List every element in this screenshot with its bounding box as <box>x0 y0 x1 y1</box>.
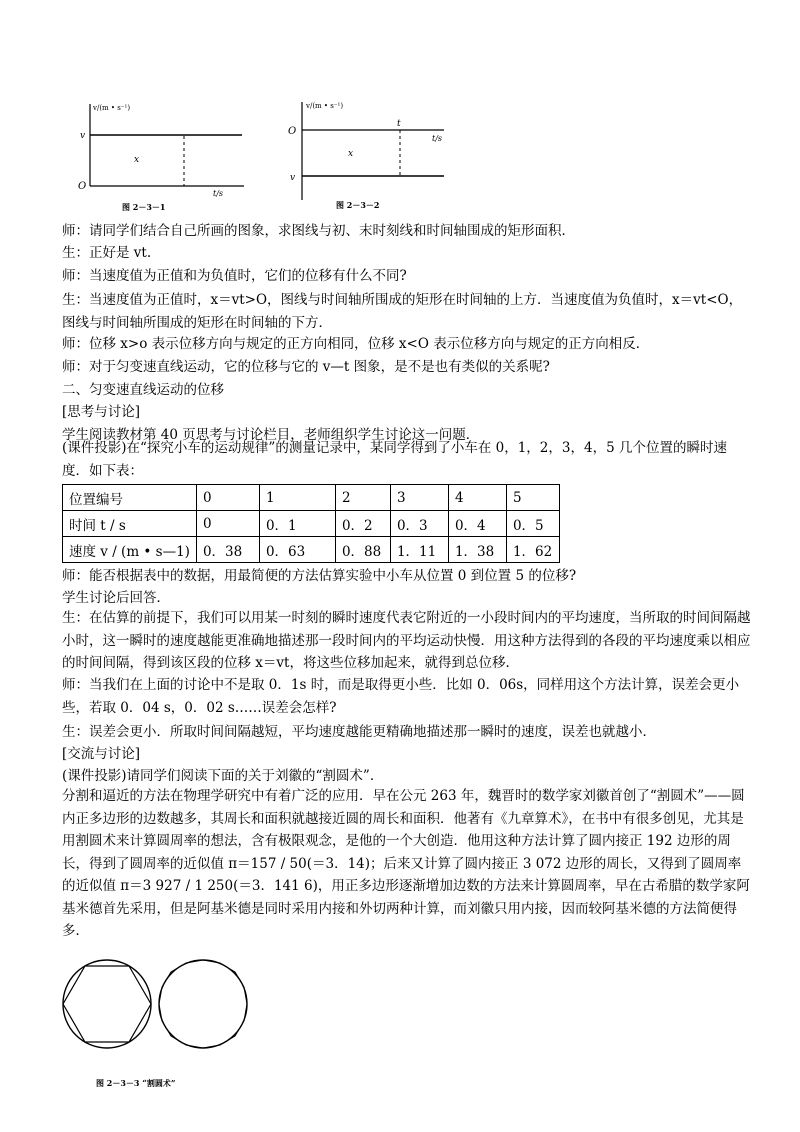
table-row <box>63 485 560 511</box>
table-cell: 1．11 <box>390 537 448 563</box>
table-cell: 0．2 <box>335 511 390 537</box>
fig1-x-label: t/s <box>213 189 224 198</box>
circle-polygon <box>159 960 247 1048</box>
figure-2-3-3 <box>60 948 260 1098</box>
fig3-caption: 图 2－3－3 “割圆术” <box>96 1078 176 1088</box>
table-cell: 0 <box>196 511 259 537</box>
fig2-area-label: x <box>348 149 354 159</box>
table-cell: 1 <box>259 485 335 511</box>
table-cell: 0．3 <box>390 511 448 537</box>
fig2-v-mark: v <box>290 173 296 183</box>
after-1: 师：能否根据表中的数据，用最简便的方法估算实验中小车从位置 0 到位置 5 的位移? <box>62 568 577 584</box>
table-cell: 0．88 <box>335 537 390 563</box>
after-8: 分割和逼近的方法在物理学研究中有着广泛的应用．早在公元 263 年，魏晋时的数学家刘徽首创了“割圆术”——圆内正多边形的边数越多，其周长和面积就越接近圆的周长和面积．他著有《九章算术》，在书中有很多创见，尤其是用割圆术来计算圆周率的想法，含有极限观念，是他的一个大创造．他用这种方法计算了圆内接正 192 边形的周长，得到了圆周率的近似值 π＝157 / 50(＝3．14)；后来又计算了圆内接正 3 072 边形的周长，又得到了圆周率的近似值 π＝3 927 / 1 250(＝3．141 6)，用正多边形逐渐增加边数的方法来计算圆周率，早在古希腊的数学家阿基米德首先采用，但是阿基米德是同时采用内接和外切两种计算，而刘徽只用内接，因而较阿基米德的方法简便得多． <box>62 788 750 939</box>
table-cell: 0．4 <box>448 511 506 537</box>
table-cell: 1．62 <box>506 537 559 563</box>
table-cell: 2 <box>335 485 390 511</box>
fig1-area-label: x <box>134 155 140 165</box>
after-4: 师：当我们在上面的讨论中不是取 0．1s 时，而是取得更小些．比如 0．06s，同样用这个方法计算，误差会更小些，若取 0．04 s，0．02 s……误差会怎样? <box>62 677 740 716</box>
table-cell: 位置编号 <box>63 485 197 511</box>
line-5: 师：位移 x>o 表示位移方向与规定的正方向相同，位移 x<O 表示位移方向与规定的正方向相反． <box>62 336 650 352</box>
section-heading: 二、匀变速直线运动的位移 <box>62 382 224 398</box>
table-cell: 时间 t / s <box>63 511 197 537</box>
line-4: 生：当速度值为正值时，x＝vt>O，图线与时间轴所围成的矩形在时间轴的上方．当速度值为负值时，x＝vt<O，图线与时间轴所围成的矩形在时间轴的下方． <box>62 292 743 331</box>
after-3: 生：在估算的前提下，我们可以用某一时刻的瞬时速度代表它附近的一小段时间内的平均速度，当所取的时间间隔越小时，这一瞬时的速度越能更准确地描述那一段时间内的平均运动快慢．用这种方法得到的各段的平均速度乘以相应的时间间隔，得到该区段的位移 x＝vt，将这些位移加起来，就得到总位移． <box>62 610 751 671</box>
data-table <box>62 484 560 563</box>
line-2: 生：正好是 vt. <box>62 245 152 261</box>
line-10: (课件投影)在“探究小车的运动规律”的测量记录中，某同学得到了小车在 0，1，2，3，4，5 几个位置的瞬时速度．如下表： <box>62 440 727 479</box>
table-cell: 0 <box>196 485 259 511</box>
after-7: (课件投影)请同学们阅读下面的关于刘徽的“割圆术”． <box>62 768 384 784</box>
think-discuss-label: [思考与讨论] <box>62 404 141 420</box>
figure-2-3-1 <box>72 98 252 218</box>
table-row <box>63 537 560 563</box>
figure-2-3-2 <box>284 96 459 216</box>
table-cell: 0．38 <box>196 537 259 563</box>
fig1-v-mark: v <box>80 131 86 141</box>
line-9: 学生阅读教材第 40 页思考与讨论栏目，老师组织学生讨论这一问题． <box>62 427 480 443</box>
table-cell: 0．1 <box>259 511 335 537</box>
table-cell: 0．5 <box>506 511 559 537</box>
after-5: 生：误差会更小．所取时间间隔越短，平均速度越能更精确地描述那一瞬时的速度，误差也就越小． <box>62 724 656 740</box>
table-cell: 3 <box>390 485 448 511</box>
circle-hexagon <box>63 960 151 1048</box>
fig2-caption: 图 2－3－2 <box>336 200 380 210</box>
after-2: 学生讨论后回答． <box>62 590 170 606</box>
line-1: 师：请同学们结合自己所画的图象，求图线与初、末时刻线和时间轴围成的矩形面积． <box>62 223 575 239</box>
line-6: 师：对于匀变速直线运动，它的位移与它的 v—t 图象，是不是也有类似的关系呢? <box>62 359 550 375</box>
fig2-x-label: t/s <box>432 134 443 143</box>
fig1-origin: O <box>78 181 87 192</box>
table-cell: 0．63 <box>259 537 335 563</box>
table-cell: 1．38 <box>448 537 506 563</box>
fig1-y-label: v/(m • s⁻¹) <box>93 104 131 112</box>
table-cell: 5 <box>506 485 559 511</box>
table-row <box>63 511 560 537</box>
table-cell: 速度 v / (m • s—1) <box>63 537 197 563</box>
fig2-y-label: v/(m • s⁻¹) <box>306 102 344 110</box>
table-cell: 4 <box>448 485 506 511</box>
fig1-caption: 图 2－3－1 <box>122 202 166 212</box>
exchange-discuss-label: [交流与讨论] <box>62 746 141 762</box>
fig2-t-mark: t <box>397 119 401 129</box>
line-3: 师：当速度值为正值和为负值时，它们的位移有什么不同? <box>62 268 407 284</box>
fig2-origin: O <box>288 126 297 137</box>
